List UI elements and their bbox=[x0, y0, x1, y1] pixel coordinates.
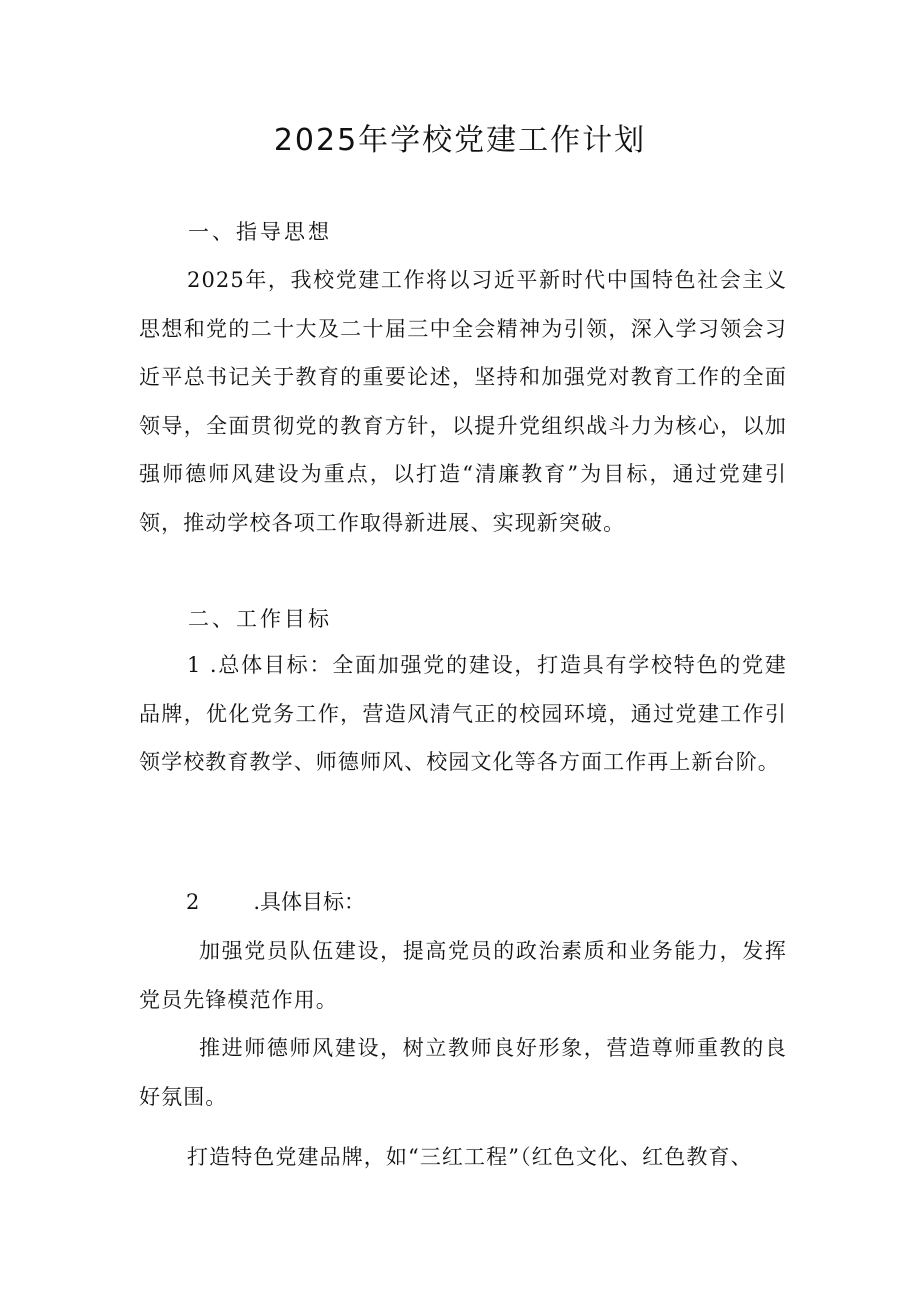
specific-goals-label bbox=[186, 886, 365, 916]
document-title: 2025年学校党建工作计划 bbox=[273, 123, 647, 158]
paragraph-goal-teacher-ethics: 推进师德师风建设，树立教师良好形象，营造尊师重教的良好氛围。 bbox=[139, 1036, 787, 1109]
section-heading-work-goals: 二、工作目标 bbox=[188, 607, 332, 631]
paragraph-goal-party-brand: 打造特色党建品牌，如“三红工程”（红色文化、红色教育、 bbox=[187, 1145, 753, 1169]
paragraph-overall-goal: 1 .总体目标：全面加强党的建设，打造具有学校特色的党建品牌，优化党务工作，营造风清气正的校园环境，通过党建工作引领学校教育教学、师德师风、校园文化等各方面工作再上新台阶。 bbox=[139, 653, 787, 775]
specific-goals-number: 2 bbox=[186, 890, 200, 914]
paragraph-goal-party-members: 加强党员队伍建设，提高党员的政治素质和业务能力，发挥党员先锋模范作用。 bbox=[139, 939, 787, 1012]
section-heading-guiding-ideology: 一、指导思想 bbox=[188, 220, 332, 244]
specific-goals-text: .具体目标： bbox=[253, 890, 366, 914]
paragraph-guiding-ideology: 2025年，我校党建工作将以习近平新时代中国特色社会主义思想和党的二十大及二十届三中全会精神为引领，深入学习领会习近平总书记关于教育的重要论述，坚持和加强党对教育工作的全面领导，全面贯彻党的教育方针，以提升党组织战斗力为核心，以加强师德师风建设为重点，以打造“清廉教育”为目标，通过党建引领，推动学校各项工作取得新进展、实现新突破。 bbox=[139, 268, 787, 535]
